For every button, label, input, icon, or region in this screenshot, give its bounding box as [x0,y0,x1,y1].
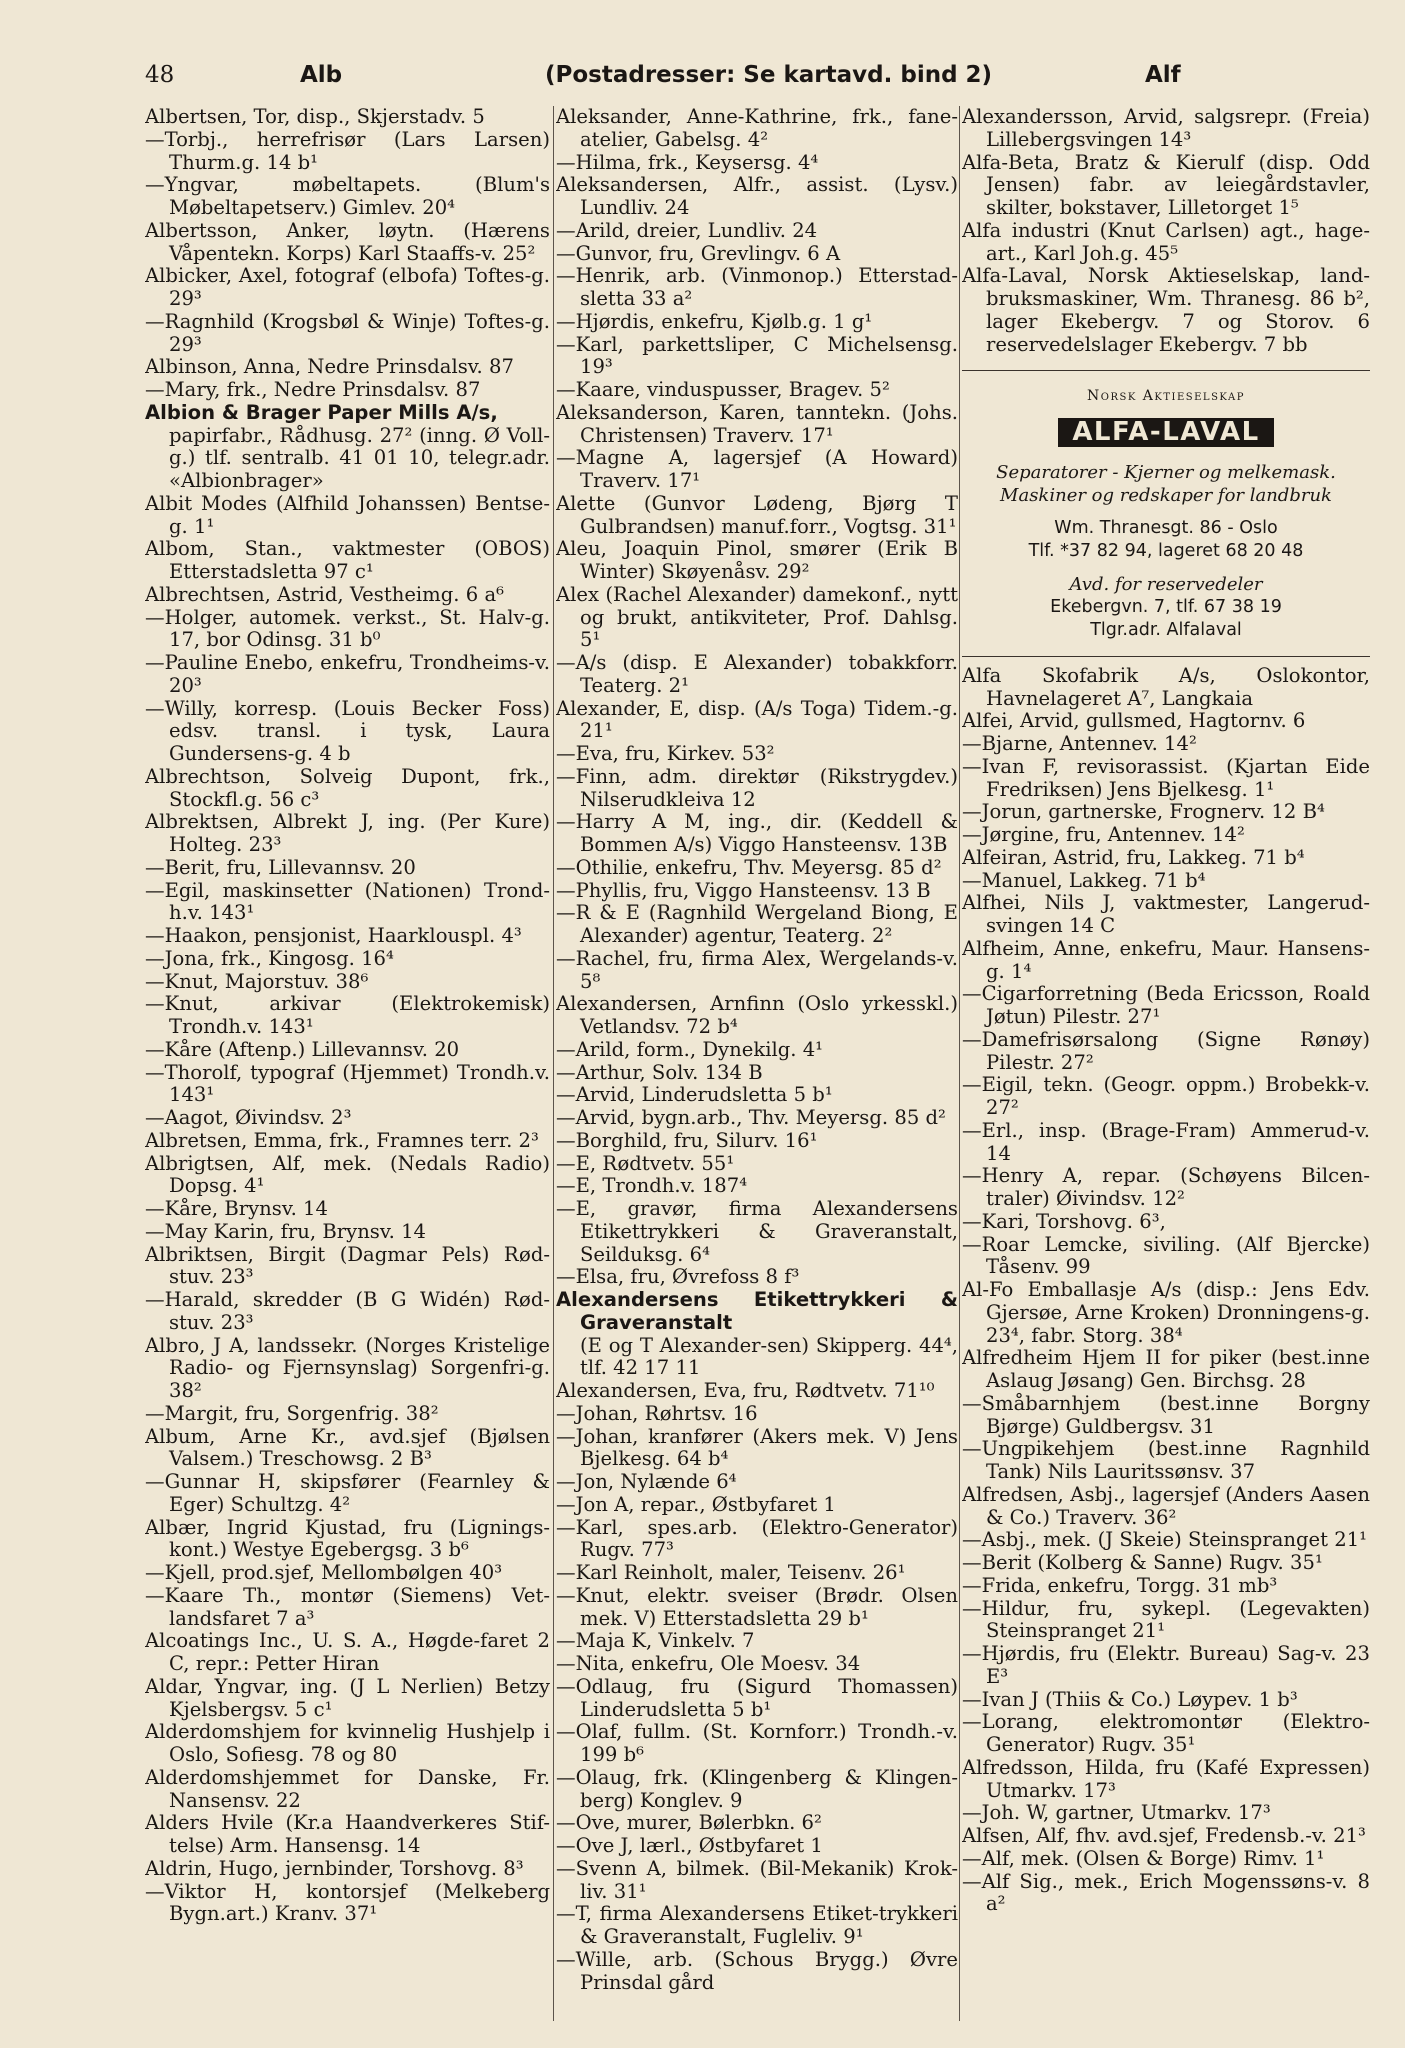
directory-entry: —Knut, elektr. sveiser (Brødr. Olsen mek. V) Etterstadsletta 29 b¹ [556,1583,958,1630]
running-header [145,58,1370,98]
directory-entry: Alette (Gunvor Lødeng, Bjørg T Gulbrandsen) manuf.forr., Vogtsg. 31¹ [556,491,958,538]
directory-entry: —Kaare Th., montør (Siemens) Vet-landsfaret 7 a³ [145,1583,550,1630]
directory-entry: Aldar, Yngvar, ing. (J L Nerlien) Betzy Kjelsbergsv. 5 c¹ [145,1674,550,1721]
header-center-note: (Postadresser: Se kartavd. bind 2) [545,62,993,88]
directory-entry: Alexandersson, Arvid, salgsrepr. (Freia) Lillebergsvingen 14³ [962,106,1370,151]
directory-entry: —Nita, enkefru, Ole Moesv. 34 [556,1652,861,1675]
ad-address: Wm. Thranesgt. 86 - Oslo [1054,517,1278,538]
ad-department: Avd. for reservedeler [1069,573,1263,595]
directory-entry: —Ove, murer, Bølerbkn. 6² [556,1811,822,1835]
directory-entry: —Aagot, Øivindsv. 2³ [145,1106,352,1129]
directory-entry: —E, gravør, firma Alexandersens Etikettrykkeri & Graveranstalt, Seilduksg. 6⁴ [556,1197,958,1266]
ad-department-address: Ekebergvn. 7, tlf. 67 38 19 [1050,596,1282,617]
directory-entry: Alfredsson, Hilda, fru (Kafé Expressen) Utmarkv. 17³ [962,1755,1370,1802]
directory-entry: —Torbj., herrefrisør (Lars Larsen) Thurm.g. 14 b¹ [145,127,550,174]
directory-entry: —Arild, dreier, Lundliv. 24 [556,218,818,242]
directory-entry: —Yngvar, møbeltapets. (Blum's Møbeltapetserv.) Gimlev. 20⁴ [145,173,550,219]
directory-entry: Albertsson, Anker, løytn. (Hærens Våpentekn. Korps) Karl Staaffs-v. 25² [145,218,550,265]
directory-entry: —Eigil, tekn. (Geogr. oppm.) Brobekk-v. 27² [962,1073,1370,1119]
directory-entry: —Frida, enkefru, Torgg. 31 mb³ [962,1573,1278,1597]
column-divider [959,106,960,2021]
column-3-entries-bottom [962,665,1370,1916]
directory-entry: Alderdomshjemmet for Danske, Fr. Nansensv. 22 [145,1765,550,1812]
directory-entry: Alderdomshjem for kvinnelig Hushjelp i Oslo, Sofiesg. 78 og 80 [145,1720,550,1766]
directory-entry: —Kari, Torshovg. 6³, [962,1209,1166,1233]
directory-column-2 [556,106,958,2036]
directory-entry: Album, Arne Kr., avd.sjef (Bjølsen Valsem.) Treschowsg. 2 B³ [145,1424,550,1471]
directory-entry: —Småbarnhjem (best.inne Borgny Bjørge) Guldbergsv. 31 [962,1391,1370,1438]
directory-entry: —Hildur, fru, sykepl. (Legevakten) Steinspranget 21¹ [962,1596,1370,1643]
directory-entry: —Lorang, elektromontør (Elektro-Generator) Rugv. 35¹ [962,1710,1370,1756]
directory-entry: Aleksanderson, Karen, tanntekn. (Johs. Christensen) Traverv. 17¹ [556,400,958,447]
directory-entry: —Manuel, Lakkeg. 71 b⁴ [962,868,1206,892]
directory-entry: —Ove J, lærl., Østbyfaret 1 [556,1834,823,1857]
directory-entry: —E, Trondh.v. 187⁴ [556,1174,748,1198]
directory-entry: —Alf Sig., mek., Erich Mogenssøns-v. 8 a² [962,1869,1370,1916]
directory-entry: Alfei, Arvid, gullsmed, Hagtornv. 6 [962,709,1306,733]
directory-entry: —Gunnar H, skipsfører (Fearnley & Eger) Schultzg. 4² [145,1470,550,1516]
directory-entry: —Cigarforretning (Beda Ericsson, Roald Jøtun) Pilestr. 27¹ [962,982,1370,1028]
directory-entry: —Ragnhild (Krogsbøl & Winje) Toftes-g. 29³ [145,309,550,356]
directory-entry: —Viktor H, kontorsjef (Melkeberg Bygn.art.) Kranv. 37¹ [145,1879,550,1926]
directory-entry: —E, Rødtvetv. 55¹ [556,1151,735,1175]
directory-column-1 [145,106,550,2036]
directory-entry: —Hjørdis, enkefru, Kjølb.g. 1 g¹ [556,309,873,333]
alfa-laval-logo: ALFA-LAVAL [1058,418,1273,447]
directory-entry: Alfa Skofabrik A/s, Oslokontor, Havnelageret A⁷, Langkaia [962,663,1370,710]
directory-entry: Alfheim, Anne, enkefru, Maur. Hansens-g. 1⁴ [962,936,1370,983]
directory-entry: papirfabr., Rådhusg. 27² (inng. Ø Voll-g.) tlf. sentralb. 41 01 10, telegr.adr. «Albionbrager» [169,423,550,492]
directory-entry: Albinson, Anna, Nedre Prinsdalsv. 87 [145,355,514,379]
directory-entry: Alfeiran, Astrid, fru, Lakkeg. 71 b⁴ [962,845,1305,869]
directory-entry: —Olaug, frk. (Klingenberg & Klingen-berg) Konglev. 9 [556,1765,958,1812]
directory-entry-highlighted: Albion & Brager Paper Mills A/s, [145,400,498,424]
directory-entry: —T, firma Alexandersens Etiket-trykkeri & Graveranstalt, Fugleliv. 9¹ [556,1902,958,1948]
directory-entry: —Arild, form., Dynekilg. 4¹ [556,1037,824,1061]
directory-entry: Aleu, Joaquin Pinol, smører (Erik B Winter) Skøyenåsv. 29² [556,537,958,583]
directory-entry: Alexander, E, disp. (A/s Toga) Tidem.-g. 21¹ [556,696,958,743]
directory-entry: Albertsen, Tor, disp., Skjerstadv. 5 [145,106,485,128]
directory-entry: Aldrin, Hugo, jernbinder, Torshovg. 8³ [145,1856,524,1880]
directory-entry: —Roar Lemcke, siviling. (Alf Bjercke) Tåsenv. 99 [962,1232,1370,1279]
directory-entry: —May Karin, fru, Brynsv. 14 [145,1219,426,1243]
directory-entry: —Haakon, pensjonist, Haarklouspl. 4³ [145,924,522,947]
directory-entry: —Willy, korresp. (Louis Becker Foss) edsv. transl. i tysk, Laura Gundersens-g. 4 b [145,696,550,765]
directory-entry: —Borghild, fru, Silurv. 16¹ [556,1128,818,1152]
directory-entry: —Arthur, Solv. 134 B [556,1060,763,1084]
directory-entry: —Harry A M, ing., dir. (Keddell & Bommen A/s) Viggo Hansteensv. 13B [556,810,958,856]
header-left-keyword: Alb [300,62,343,88]
directory-entry: —Bjarne, Antennev. 14² [962,732,1197,755]
directory-entry: —Gunvor, fru, Grevlingv. 6 A [556,241,841,265]
directory-entry: —Karl, spes.arb. (Elektro-Generator) Rugv. 77³ [556,1515,958,1562]
ad-kicker: Norsk Aktieselskap [1087,388,1245,405]
directory-entry: —Hjørdis, fru (Elektr. Bureau) Sag-v. 23 E³ [962,1642,1370,1688]
directory-entry: —Karl Reinholt, maler, Teisenv. 26¹ [556,1561,906,1584]
directory-entry: —Erl., insp. (Brage-Fram) Ammerud-v. 14 [962,1118,1370,1165]
directory-entry: —Kåre, Brynsv. 14 [145,1197,328,1220]
directory-entry: Albrechtson, Solveig Dupont, frk., Stockfl.g. 56 c³ [145,764,550,811]
directory-entry: —Finn, adm. direktør (Rikstrygdev.) Nilserudkleiva 12 [556,764,958,811]
directory-entry: Albicker, Axel, fotograf (elbofa) Toftes-g. 29³ [145,264,550,310]
directory-entry: Albretsen, Emma, frk., Framnes terr. 2³ [145,1128,539,1152]
page-number: 48 [145,62,175,88]
directory-entry: —Magne A, lagersjef (A Howard) Traverv. 17¹ [556,446,958,492]
directory-entry: —Wille, arb. (Schous Brygg.) Øvre Prinsdal gård [556,1947,958,1994]
directory-entry: Albrektsen, Albrekt J, ing. (Per Kure) Holteg. 23³ [145,810,550,856]
column-3-entries-top [962,106,1370,356]
directory-entry: Albro, J A, landssekr. (Norges Kristelige Radio- og Fjernsynslag) Sorgenfri-g. 38² [145,1333,550,1402]
directory-entry: —Asbj., mek. (J Skeie) Steinspranget 21¹ [962,1528,1368,1552]
directory-entry: —Joh. W, gartner, Utmarkv. 17³ [962,1801,1271,1825]
ad-telegram: Tlgr.adr. Alfalaval [1090,619,1242,640]
directory-entry: —Arvid, bygn.arb., Thv. Meyersg. 85 d² [556,1106,946,1129]
directory-entry: —Othilie, enkefru, Thv. Meyersg. 85 d² [556,855,942,879]
directory-entry: (E og T Alexander-sen) Skipperg. 44⁴, tlf. 42 17 11 [580,1333,958,1380]
directory-column-3 [962,106,1370,2036]
directory-entry: Albrigtsen, Alf, mek. (Nedals Radio) Dopsg. 4¹ [145,1151,550,1198]
directory-entry: —Mary, frk., Nedre Prinsdalsv. 87 [145,378,481,401]
directory-entry: Alfredheim Hjem II for piker (best.inne Aslaug Jøsang) Gen. Birchsg. 28 [962,1346,1370,1392]
directory-entry: —Kjell, prod.sjef, Mellombølgen 40³ [145,1561,503,1584]
directory-entry: —Harald, skredder (B G Widén) Rød-stuv. 23³ [145,1288,550,1334]
directory-entry: Alders Hvile (Kr.a Haandverkeres Stif-telse) Arm. Hansensg. 14 [145,1811,550,1857]
directory-entry: —Berit, fru, Lillevannsv. 20 [145,855,416,879]
directory-entry: —Svenn A, bilmek. (Bil-Mekanik) Krok-liv. 31¹ [556,1856,958,1903]
directory-entry: —R & E (Ragnhild Wergeland Biong, E Alexander) agentur, Teaterg. 2² [556,901,958,947]
directory-entry: Alexandersen, Eva, fru, Rødtvetv. 71¹⁰ [556,1379,935,1402]
directory-entry: —Arvid, Linderudsletta 5 b¹ [556,1083,833,1107]
directory-entry: —Jorun, gartnerske, Frognerv. 12 B⁴ [962,800,1325,824]
directory-entry-highlighted: Alexandersens Etikettrykkeri & Graveranstalt [556,1288,958,1334]
column-divider [553,106,554,2021]
directory-entry: —Ivan J (Thiis & Co.) Løypev. 1 b³ [962,1687,1298,1711]
directory-entry: —Rachel, fru, firma Alex, Wergelands-v. 5⁸ [556,946,958,993]
directory-entry: —Jona, frk., Kingosg. 16⁴ [145,946,394,970]
directory-entry: Alexandersen, Arnfinn (Oslo yrkesskl.) Vetlandsv. 72 b⁴ [556,992,958,1038]
directory-entry: —Henry A, repar. (Schøyens Bilcen-traler) Øivindsv. 12² [962,1164,1370,1210]
directory-entry: Alex (Rachel Alexander) damekonf., nytt og brukt, antikviteter, Prof. Dahlsg. 5¹ [556,582,958,652]
ad-slogan: Maskiner og redskaper for landbruk [1000,484,1332,506]
directory-entry: —Kåre (Aftenp.) Lillevannsv. 20 [145,1037,460,1061]
directory-entry: —Knut, Majorstuv. 38⁶ [145,969,369,993]
directory-entry: Albær, Ingrid Kjustad, fru (Lignings-kont.) Westye Egebergsg. 3 b⁶ [145,1515,550,1562]
directory-entry: —Elsa, fru, Øvrefoss 8 f³ [556,1265,800,1289]
directory-entry: —Phyllis, fru, Viggo Hansteensv. 13 B [556,878,931,902]
directory-entry: Alfa industri (Knut Carlsen) agt., hage-art., Karl Joh.g. 45⁵ [962,218,1370,265]
directory-entry: Aleksandersen, Alfr., assist. (Lysv.) Lundliv. 24 [556,173,958,219]
directory-entry: —Jon A, repar., Østbyfaret 1 [556,1492,836,1516]
ad-phone: Tlf. *37 82 94, lageret 68 20 48 [1028,540,1304,561]
directory-entry: —Egil, maskinsetter (Nationen) Trond-h.v. 143¹ [145,878,550,925]
directory-entry: Alfhei, Nils J, vaktmester, Langerud-svingen 14 C [962,891,1370,937]
directory-entry: —Odlaug, fru (Sigurd Thomassen) Linderudsletta 5 b¹ [556,1674,958,1721]
directory-entry: Albit Modes (Alfhild Johanssen) Bentse-g. 1¹ [145,491,550,538]
directory-entry: Al-Fo Emballasje A/s (disp.: Jens Edv. Gjersøe, Arne Kroken) Dronningens-g. 23⁴, fabr. Storg. 38⁴ [962,1278,1370,1347]
directory-entry: —Kaare, vinduspusser, Bragev. 5² [556,378,890,401]
directory-entry: —Jørgine, fru, Antennev. 14² [962,823,1245,846]
ad-slogan: Separatorer - Kjerner og melkemask. [996,461,1336,483]
directory-entry: Alfa-Beta, Bratz & Kierulf (disp. Odd Jensen) fabr. av leiegårdstavler, skilter, bokstaver, Lilletorget 1⁵ [962,150,1370,219]
directory-entry: —Johan, Røhrtsv. 16 [556,1401,758,1425]
directory-entry: —Eva, fru, Kirkev. 53² [556,742,775,765]
header-right-keyword: Alf [1145,62,1181,88]
directory-entry: —Hilma, frk., Keysersg. 4⁴ [556,150,819,174]
directory-entry: —Thorolf, typograf (Hjemmet) Trondh.v. 143¹ [145,1060,550,1107]
directory-entry: —Holger, automek. verkst., St. Halv-g. 17, bor Odinsg. 31 b⁰ [145,605,550,652]
directory-entry: Albom, Stan., vaktmester (OBOS) Etterstadsletta 97 c¹ [145,537,550,583]
directory-entry: —A/s (disp. E Alexander) tobakkforr. Teaterg. 2¹ [556,651,958,697]
directory-entry: —Johan, kranfører (Akers mek. V) Jens Bjelkesg. 64 b⁴ [556,1424,958,1471]
directory-entry: —Pauline Enebo, enkefru, Trondheims-v. 20³ [145,651,550,697]
directory-entry: Alcoatings Inc., U. S. A., Høgde-faret 2 C, repr.: Petter Hiran [145,1629,550,1675]
directory-entry: Albriktsen, Birgit (Dagmar Pels) Rød-stuv. 23³ [145,1242,550,1289]
directory-entry: —Damefrisørsalong (Signe Rønøy) Pilestr. 27² [962,1027,1370,1074]
directory-entry: —Alf, mek. (Olsen & Borge) Rimv. 1¹ [962,1846,1325,1870]
directory-entry: —Jon, Nylænde 6⁴ [556,1470,737,1493]
directory-entry: Alfa-Laval, Norsk Aktieselskap, land-bruksmaskiner, Wm. Thranesg. 86 b², lager Ekebergv. 7 og Storov. 6 reservedelslager Ekebergv. 7 bb [962,264,1370,356]
directory-entry: —Ivan F, revisorassist. (Kjartan Eide Fredriksen) Jens Bjelkesg. 1¹ [962,754,1370,801]
directory-entry: Alfredsen, Asbj., lagersjef (Anders Aasen & Co.) Traverv. 36² [962,1482,1370,1529]
directory-entry: —Ungpikehjem (best.inne Ragnhild Tank) Nils Lauritssønsv. 37 [962,1437,1370,1483]
alfa-laval-advertisement [962,370,1370,657]
directory-entry: —Margit, fru, Sorgenfrig. 38² [145,1401,439,1425]
directory-entry: —Henrik, arb. (Vinmonop.) Etterstad-sletta 33 a² [556,264,958,310]
directory-entry: Albrechtsen, Astrid, Vestheimg. 6 a⁶ [145,582,504,606]
directory-entry: Aleksander, Anne-Kathrine, frk., fane-atelier, Gabelsg. 4² [556,106,958,151]
directory-entry: —Olaf, fullm. (St. Kornforr.) Trondh.-v. 199 b⁶ [556,1720,958,1766]
directory-entry: —Knut, arkivar (Elektrokemisk) Trondh.v. 143¹ [145,992,550,1038]
directory-entry: —Berit (Kolberg & Sanne) Rugv. 35¹ [962,1551,1323,1574]
directory-entry: —Karl, parkettsliper, C Michelsensg. 19³ [556,332,958,379]
directory-entry: —Maja K, Vinkelv. 7 [556,1629,755,1653]
directory-entry: Alfsen, Alf, fhv. avd.sjef, Fredensb.-v. 21³ [962,1824,1366,1847]
